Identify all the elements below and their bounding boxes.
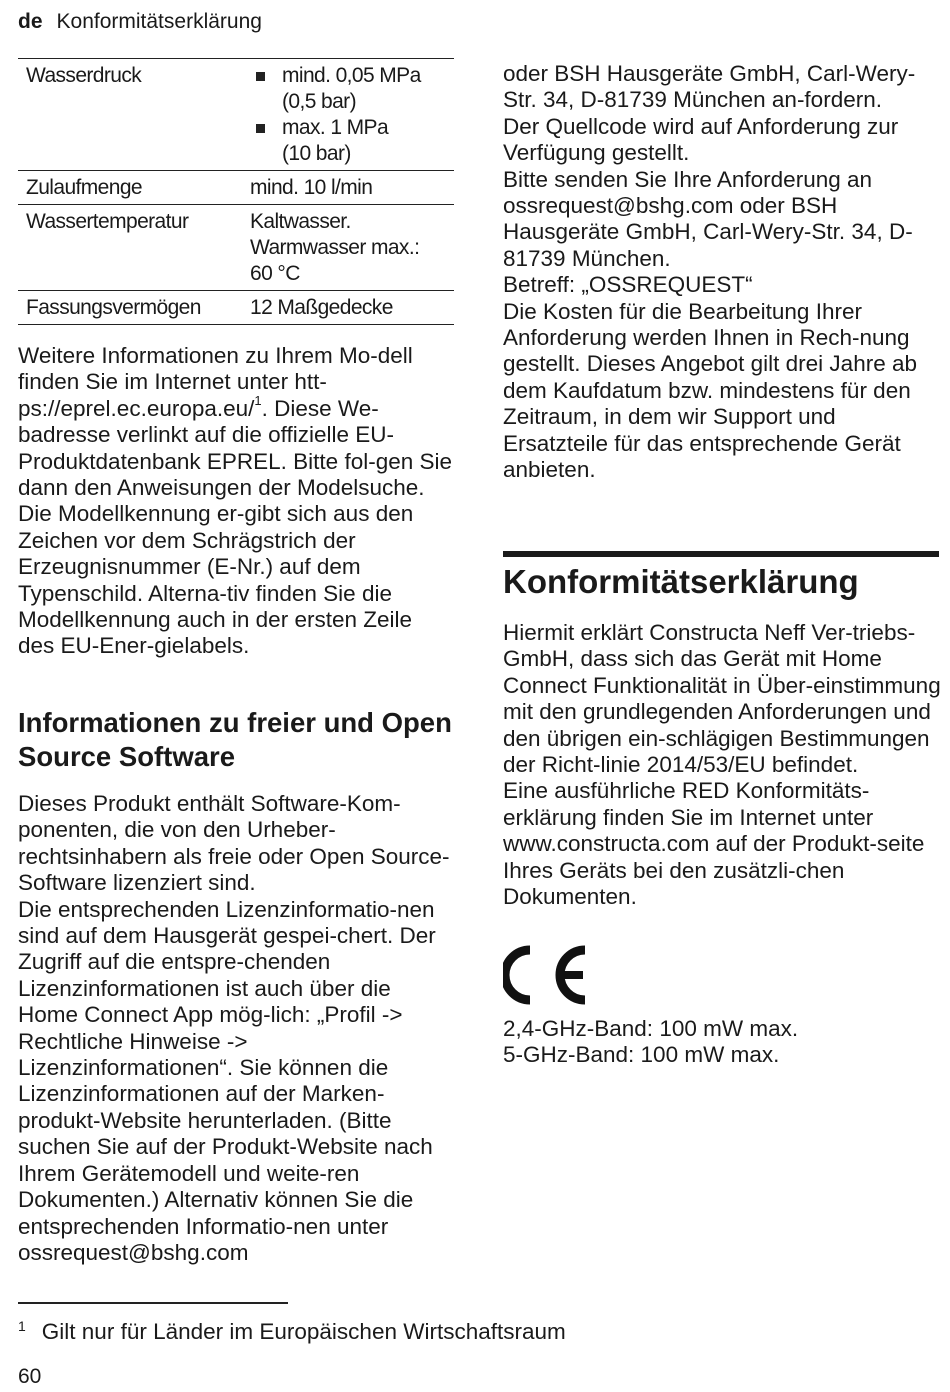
footnote-text: Gilt nur für Länder im Europäischen Wirtschaftsraum: [41, 1319, 566, 1344]
conformity-body: Hiermit erklärt Constructa Neff Ver-triebs-GmbH, dass sich das Gerät mit Home Connect Funktionalität in Über-einstimmung mit den grundlegenden Anforderungen und den übrigen ein-schlägigen Bestimmungen der Richt-linie 2014/53/EU befindet. Eine ausführliche RED Konformitäts-erklärung finden Sie im Internet unter www.constructa.com auf der Produkt-seite Ihres Geräts bei den zusätzli-chen Dokumenten.: [503, 620, 941, 910]
footnote-number: 1: [18, 1318, 26, 1334]
footnote: [18, 1318, 566, 1348]
row-label: Zulaufmenge: [26, 176, 142, 199]
band-24ghz: 2,4-GHz-Band: 100 mW max.: [503, 1016, 799, 1041]
oss-heading: Informationen zu freier und Open Source Software: [18, 707, 452, 772]
ce-mark-icon: [503, 944, 593, 1006]
list-item: max. 1 MPa (10 bar): [250, 115, 454, 167]
table-row: [18, 59, 454, 171]
page-number: 60: [18, 1365, 42, 1388]
spec-table: [18, 58, 454, 325]
row-value: mind. 10 l/min: [250, 176, 373, 199]
row-label: Wassertemperatur: [26, 210, 189, 233]
row-label: Fassungsvermögen: [26, 296, 201, 319]
section-rule: [503, 551, 939, 557]
bullet-square-icon: [256, 72, 265, 81]
band-5ghz: 5-GHz-Band: 100 mW max.: [503, 1042, 780, 1068]
list-item: mind. 0,05 MPa (0,5 bar): [250, 63, 454, 115]
radio-bands: [503, 1016, 941, 1069]
row-value: 12 Maßgedecke: [250, 296, 393, 319]
header-title: Konformitätserklärung: [56, 10, 262, 33]
table-row: [18, 291, 454, 325]
oss-body: [18, 791, 454, 1266]
language-code: de: [18, 10, 43, 33]
oss-paragraph: Die entsprechenden Lizenzinformatio-nen sind auf dem Hausgerät gespei-chert. Der Zugriff auf die entspre-chenden Lizenzinformationen ist auch über die Home Connect App mög-lich: „Profil -> Rechtliche Hinweise -> Lizenzinformationen“. Sie können die Lizenzinformationen auf der Marken-produkt-Website herunterladen. (Bitte suchen Sie auf der Produkt-Website nach Ihrem Gerätemodell und weite-ren Dokumenten.) Alternativ können Sie die entsprechenden Informatio-nen unter ossrequest@bshg.com: [18, 896, 436, 1265]
oss-paragraph: Dieses Produkt enthält Software-Kom-ponenten, die von den Urheber-rechtsinhabern als freie oder Open Source-Software lizenziert sind.: [18, 791, 450, 896]
bullet-square-icon: [256, 124, 265, 133]
row-value: [250, 63, 454, 167]
table-row: [18, 205, 454, 291]
footnote-ref: 1: [254, 393, 262, 409]
row-label: Wasserdruck: [26, 64, 142, 87]
row-value: Kaltwasser. Warmwasser max.: 60 °C: [250, 210, 420, 285]
running-header: [18, 8, 262, 36]
conformity-heading: Konformitätserklärung: [503, 563, 859, 600]
oss-continued: oder BSH Hausgeräte GmbH, Carl-Wery-Str. 34, D-81739 München an-fordern. Der Quellcode wird auf Anforderung zur Verfügung gestellt. Bitte senden Sie Ihre Anforderung an ossrequest@bshg.com oder BSH Hausgeräte GmbH, Carl-Wery-Str. 34, D-81739 München. Betreff: „OSSREQUEST“ Die Kosten für die Bearbeitung Ihrer Anforderung werden Ihnen in Rech-nung gestellt. Dieses Angebot gilt drei Jahre ab dem Kaufdatum bzw. mindestens für den Zeitraum, in dem wir Support und Ersatzteile für das entsprechende Gerät anbieten.: [503, 61, 917, 483]
footnote-rule: [18, 1302, 288, 1304]
table-row: [18, 171, 454, 205]
eprel-paragraph: Weitere Informationen zu Ihrem Mo-dell finden Sie im Internet unter htt-ps://eprel.ec.europa.eu/$^1$. Diese We-badresse verlinkt auf die offizielle EU-Produktdatenbank EPREL. Bitte fol-gen Sie dann den Anweisungen der Modelsuche. Die Modellkennung er-gibt sich aus den Zeichen vor dem Schrägstrich der Erzeugnisnummer (E-Nr.) auf dem Typenschild. Alterna-tiv finden Sie die Modellkennung auch in der ersten Zeile des EU-Ener-gielabels.: [18, 343, 453, 659]
